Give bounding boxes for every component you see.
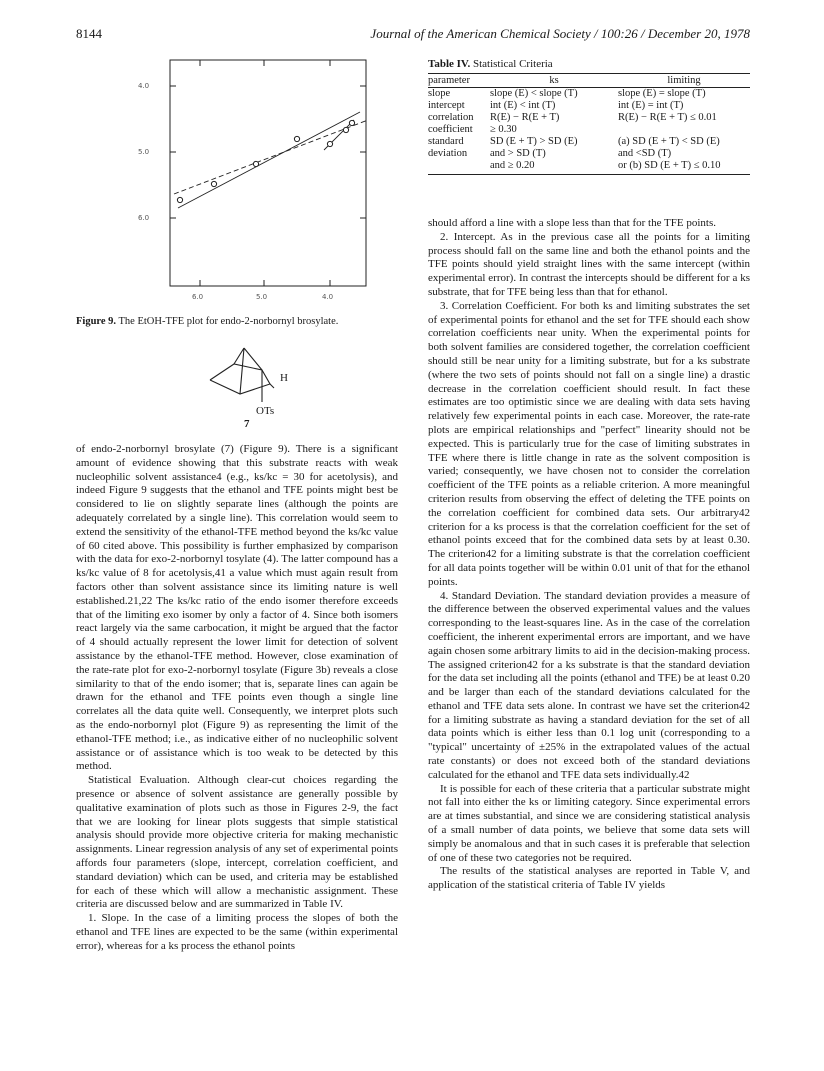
y-tick-label: 4.0 [138, 82, 150, 90]
dashed-fit-line [174, 120, 368, 194]
y-tick-label: 5.0 [138, 148, 150, 156]
solid-fit-line [178, 112, 360, 208]
table-cell: ≥ 0.30 [490, 124, 517, 135]
y-tick-label: 6.0 [138, 214, 150, 222]
plot-frame [170, 60, 366, 286]
table-row [428, 100, 750, 112]
criteria-table [428, 73, 750, 175]
table-row [428, 124, 750, 136]
hydrogen-label: H [280, 372, 288, 384]
data-point [211, 181, 216, 186]
right-column [428, 217, 750, 893]
table-cell: slope (E) = slope (T) [618, 88, 706, 99]
table-cell: and <SD (T) [618, 148, 672, 159]
norbornyl-drawing [200, 340, 310, 430]
table-header-row [428, 74, 750, 88]
table-title [428, 58, 750, 70]
paragraph: 4. Standard Deviation. The standard deviation provides a measure of the difference between the observed experimental values and the values corresponding to the least-squares line. As in the case of the correlation coefficient, the inherent experimental errors are important, and we have again chosen some arbitrary limits to aid in the decision-making process. The assigned criterion42 for a ks substrate is that the standard deviation for the data set including all the points (ethanol and TFE) be at least 0.20 and be larger than each of the standard deviations calculated for the ethanol and TFE data sets alone. In contrast we have set the criterion42 for a limiting substrate as having a standard deviation for the set of all data points which is either less than 0.1 log unit (corresponding to a "typical" uncertainty of ±25% in the extrapolated values of the actual rate constants) or does not exceed both of the standard deviations calculated for the ethanol and TFE data sets individually.42 [428, 589, 750, 781]
table-cell: coefficient [428, 124, 473, 135]
figure-caption [76, 316, 436, 327]
table-cell: intercept [428, 100, 465, 111]
paragraph: It is possible for each of these criteria that a particular substrate might not fall into either the ks or limiting category. Since experimental errors are at times substantial, and since we are considering statistical analysis of a small number of data points, we believe that some data sets will simply be anomalous and that in such cases it is preferable that selection of one of these two categories not be required. [428, 782, 750, 864]
data-point [349, 120, 354, 125]
table-cell: slope (E) < slope (T) [490, 88, 578, 99]
data-point [327, 141, 332, 146]
x-tick-label: 4.0 [322, 293, 334, 301]
compound-7-structure [200, 340, 310, 430]
table-cell [428, 160, 490, 175]
table-header-cell: parameter [428, 74, 490, 88]
table-cell: and ≥ 0.20 [490, 160, 618, 175]
paragraph: 1. Slope. In the case of a limiting process the slopes of both the ethanol and TFE lines are expected to be the same (within experimental error), whereas for a ks process the ethanol points [76, 912, 398, 952]
ots-label: OTs [256, 405, 275, 417]
table-header-cell: ks [490, 74, 618, 88]
plot-svg [164, 60, 370, 292]
running-title: Journal of the American Chemical Society / 100:26 / December 20, 1978 [370, 26, 750, 41]
x-tick-label: 6.0 [192, 293, 204, 301]
table-row [428, 112, 750, 124]
table-cell: and > SD (T) [490, 148, 546, 159]
data-point [343, 127, 348, 132]
table-cell [618, 124, 750, 136]
table-cell: (a) SD (E + T) < SD (E) [618, 136, 720, 147]
table-row [428, 88, 750, 101]
paragraph: 2. Intercept. As in the previous case all the points for a limiting process should fall on the same line and both the ethanol points and the TFE points should yield straight lines with the same intercept (within experimental error). In contrast the intercepts should be different for a ks substrate, that for TFE being less than that for ethanol. [428, 230, 750, 298]
paragraph: Statistical Evaluation. Although clear-cut choices regarding the presence or absence of solvent assistance are generally possible by qualitative examination of plots such as those in Figures 2-9, the fact that we are looking for linear plots suggests that simple statistical analysis should provide more objective criteria for making mechanistic assignments. Linear regression analysis of any set of experimental points affords four parameters (slope, intercept, correlation coefficient, and standard deviation) which can be used, and criteria may be established for each of these which will allow a mechanistic assignment. These criteria are discussed below and are summarized in Table IV. [76, 774, 398, 911]
table-cell: standard [428, 136, 464, 147]
paragraph: 3. Correlation Coefficient. For both ks and limiting substrates the set of experimental points for ethanol and the set for TFE should each show correlation coefficients near unity. When the experimental points for both solvent families are considered together, the correlation coefficient should still be near unity for a limiting substrate, but for a ks substrate (where the two sets of points should not fall on a single line) a drastic decrease in the correlation coefficient should result. In fact these estimates are too optimistic since we are dealing with data sets having relatively few experimental points in each case. Moreover, the rate-rate plots are empirical relationships and "perfect" linearity should not be expected. This is particularly true for the case of limiting substrates in TFE where there is little change in rate as the solvent composition is varied; consequently, we have chosen not to consider the correlation coefficient of the TFE points as a reliable criterion. A more meaningful criterion results from observing the effect of deleting the TFE points on the correlation coefficient for combined data sets. Our arbitrary42 criterion for a ks process is that the correlation coefficient for the set of ethanol points exceed that for the combined data sets by at least 0.30. The criterion42 for a limiting substrate is that the correlation coefficient for all data points together will be within 0.01 unit of that for the ethanol points. [428, 299, 750, 588]
table-cell: int (E) = int (T) [618, 100, 684, 111]
compound-number: 7 [244, 418, 250, 430]
table-cell: int (E) < int (T) [490, 100, 556, 111]
page-number: 8144 [76, 26, 102, 41]
norbornane-skeleton [210, 348, 274, 402]
table-header-cell: limiting [618, 74, 750, 88]
table-row [428, 160, 750, 175]
x-tick-label: 5.0 [256, 293, 268, 301]
data-point [253, 161, 258, 166]
table-iv [428, 58, 750, 175]
table-cell: R(E) − R(E + T) [490, 112, 560, 123]
left-column [76, 443, 398, 953]
data-point [294, 136, 299, 141]
table-row [428, 136, 750, 148]
table-title-label: Table IV. [428, 58, 471, 70]
paragraph: should afford a line with a slope less than that for the TFE points. [428, 217, 716, 229]
table-cell: deviation [428, 148, 468, 159]
table-row [428, 148, 750, 160]
figure-caption-text: The EtOH-TFE plot for endo-2-norbornyl brosylate. [118, 316, 339, 327]
table-title-text: Statistical Criteria [472, 58, 553, 70]
table-cell: or (b) SD (E + T) ≤ 0.10 [618, 160, 750, 175]
table-cell: correlation [428, 112, 474, 123]
paragraph: of endo-2-norbornyl brosylate (7) (Figure 9). There is a significant amount of evidence showing that this substrate reacts with weak nucleophilic solvent assistance4 (e.g., ks/kc = 30 for acetolysis), and indeed Figure 9 suggests that the ethanol and TFE points might best be considered to lie on slightly separate lines (although the points are adequately correlated by a single line). This correlation would seem to extend the sensitivity of the ethanol-TFE method beyond the ks/kc value of 60 cited above. This possibility is further emphasized by comparison with the data for exo-2-norbornyl tosylate (4). The latter compound has a ks/kc value of 8 for acetolysis,41 a value which must again result from factors other than solvent assistance since its limiting nature is well established.21,22 The ks/kc ratio of the endo isomer therefore exceeds that of the limiting exo isomer by only a factor of 4. Since both isomers react largely via the same carbocation, it might be argued that the factor of 4 should actually represent the lower limit for detection of solvent assistance by the ethanol-TFE method. However, close examination of the rate-rate plot for exo-2-norbornyl tosylate (Figure 3b) reveals a close similarity to that of the endo isomer; that is, separate lines can again be drawn for the ethanol and TFE points even though a single line correlates all the data quite well. Consequently, we interpret plots such as the endo-norbornyl plot (Figure 9) as representing the limit of the ethanol-TFE method; i.e., as indicative either of no nucleophilic solvent assistance or of assistance which is too weak to be detected by this method. [76, 443, 398, 773]
table-cell: R(E) − R(E + T) ≤ 0.01 [618, 112, 717, 123]
table-cell: slope [428, 88, 451, 99]
paragraph: The results of the statistical analyses are reported in Table V, and application of the statistical criteria of Table IV yields [428, 865, 750, 892]
figure-caption-label: Figure 9. [76, 316, 117, 327]
table-cell: SD (E + T) > SD (E) [490, 136, 578, 147]
figure-9-plot [164, 60, 370, 292]
data-point [177, 197, 182, 202]
